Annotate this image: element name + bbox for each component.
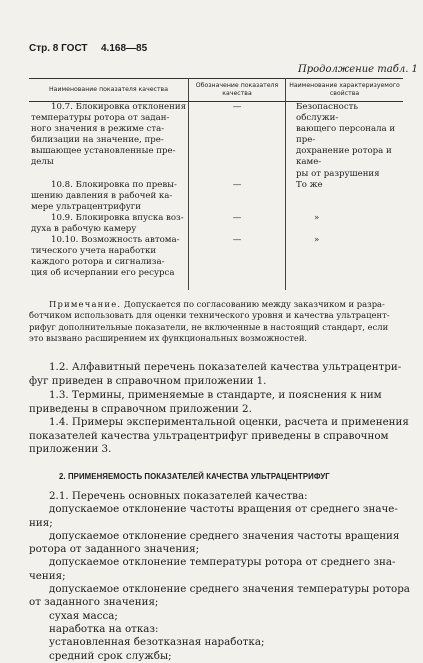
note-label: Примечание.	[49, 299, 122, 309]
section-line: допускаемое отклонение среднего значения частоты вращения	[49, 529, 400, 542]
section-line: чения;	[29, 569, 66, 582]
indicator-name-cell	[29, 235, 189, 289]
cell-line: мере ультрацентрифуги	[31, 201, 141, 212]
cell-line: »	[314, 212, 320, 223]
paragraph-line: 1.2. Алфавитный перечень показателей качества ультрацентри-	[49, 361, 402, 373]
table-row	[29, 213, 403, 235]
column-header-indicator-name: Наименование показателя качества	[29, 79, 189, 102]
section-line: сухая масса;	[49, 609, 118, 622]
cell-line: каждого ротора и сигнализа-	[31, 257, 165, 268]
table-note	[29, 299, 390, 345]
section-line: допускаемое отклонение температуры ротора от среднего зна-	[49, 556, 396, 569]
note-line: рифуг дополнительные показатели, не включенные в настоящий стандарт, если	[29, 321, 389, 332]
column-header-symbol: Обозначение показателя качества	[189, 79, 286, 102]
cell-line: вающего персонала и пре-	[296, 124, 396, 146]
table-continuation-label: Продолжение табл. 1	[298, 64, 418, 75]
cell-line: вышающее установленные пре-	[31, 146, 176, 157]
table-row	[29, 180, 403, 213]
cell-line: духа в рабочую камеру	[31, 224, 137, 235]
symbol-cell: —	[189, 180, 286, 213]
page-header-number: Стр. 8 ГОСТ	[29, 43, 88, 54]
section-line: средний срок службы;	[49, 649, 172, 662]
column-header-property: Наименование характеризуемого свойства	[286, 79, 403, 102]
property-cell	[286, 213, 403, 235]
section-2-body	[29, 490, 410, 663]
cell-line: 10.7. Блокировка отклонения	[51, 102, 187, 112]
section-title: 2. ПРИМЕНЯЕМОСТЬ ПОКАЗАТЕЛЕЙ КАЧЕСТВА УЛЬТРАЦЕНТРИФУГ	[59, 472, 330, 481]
section-line: 2.1. Перечень основных показателей качества:	[49, 490, 308, 502]
cell-line: температуры ротора от задан-	[31, 113, 170, 124]
paragraph-line: 1.3. Термины, применяемые в стандарте, и пояснения к ним	[49, 389, 382, 401]
quality-indicators-table	[29, 78, 403, 290]
cell-line: Безопасность обслужи-	[296, 102, 359, 124]
symbol-cell: —	[189, 213, 286, 235]
cell-line: То же	[296, 179, 323, 190]
indicator-name-cell	[29, 180, 189, 213]
symbol-cell: —	[189, 235, 286, 289]
cell-line: тического учета наработки	[31, 246, 157, 257]
paragraph-line: приведены в справочном приложении 2.	[29, 402, 252, 415]
cell-line: 10.9. Блокировка впуска воз-	[51, 212, 184, 223]
cell-line: »	[314, 235, 320, 246]
document-number: 4.168—85	[101, 43, 148, 54]
table-row	[29, 102, 403, 180]
section-line: допускаемое отклонение частоты вращения от среднего значе-	[49, 503, 398, 516]
property-cell	[286, 235, 403, 289]
paragraph-1-3	[29, 389, 382, 416]
cell-line: ного значения в режиме ста-	[31, 124, 165, 135]
paragraph-1-2	[29, 361, 401, 388]
note-line: это вызвано расширением их функциональных возможностей.	[29, 333, 308, 344]
cell-line: 10.10. Возможность автома-	[51, 235, 180, 246]
paragraph-line: показателей качества ультрацентрифуг приведены в справочном	[29, 429, 389, 442]
cell-line: дохранение ротора и каме-	[296, 146, 392, 168]
indicator-name-cell	[29, 213, 189, 235]
property-cell	[286, 180, 403, 213]
cell-line: билизации на значение, пре-	[31, 135, 164, 146]
section-line: ротора от заданного значения;	[29, 543, 200, 556]
property-cell	[286, 102, 403, 180]
note-line: Допускается по согласованию между заказчиком и разра-	[121, 299, 385, 309]
cell-line: ция об исчерпании его ресурса	[31, 268, 175, 279]
paragraph-line: приложении 3.	[29, 443, 112, 456]
paragraph-line: фуг приведен в справочном приложении 1.	[29, 374, 267, 387]
section-line: от заданного значения;	[29, 596, 159, 609]
section-line: установленная безотказная наработка;	[49, 636, 265, 649]
indicator-name-cell	[29, 102, 189, 180]
cell-line: 10.8. Блокировка по превы-	[51, 179, 177, 190]
cell-line: шению давления в рабочей ка-	[31, 190, 173, 201]
note-line: ботчиком использовать для оценки технического уровня и качества ультрацент-	[29, 310, 390, 321]
paragraph-line: 1.4. Примеры экспериментальной оценки, расчета и применения	[49, 416, 409, 428]
table-header-row	[29, 79, 403, 102]
cell-line: ры от разрушения	[296, 168, 380, 179]
section-line: наработка на отказ:	[49, 622, 159, 635]
cell-line: делы	[31, 157, 54, 168]
table-row	[29, 235, 403, 289]
section-line: допускаемое отклонение среднего значения температуры ротора	[49, 583, 410, 596]
symbol-cell: —	[189, 102, 286, 180]
paragraph-1-4	[29, 416, 409, 457]
section-line: ния;	[29, 516, 53, 529]
